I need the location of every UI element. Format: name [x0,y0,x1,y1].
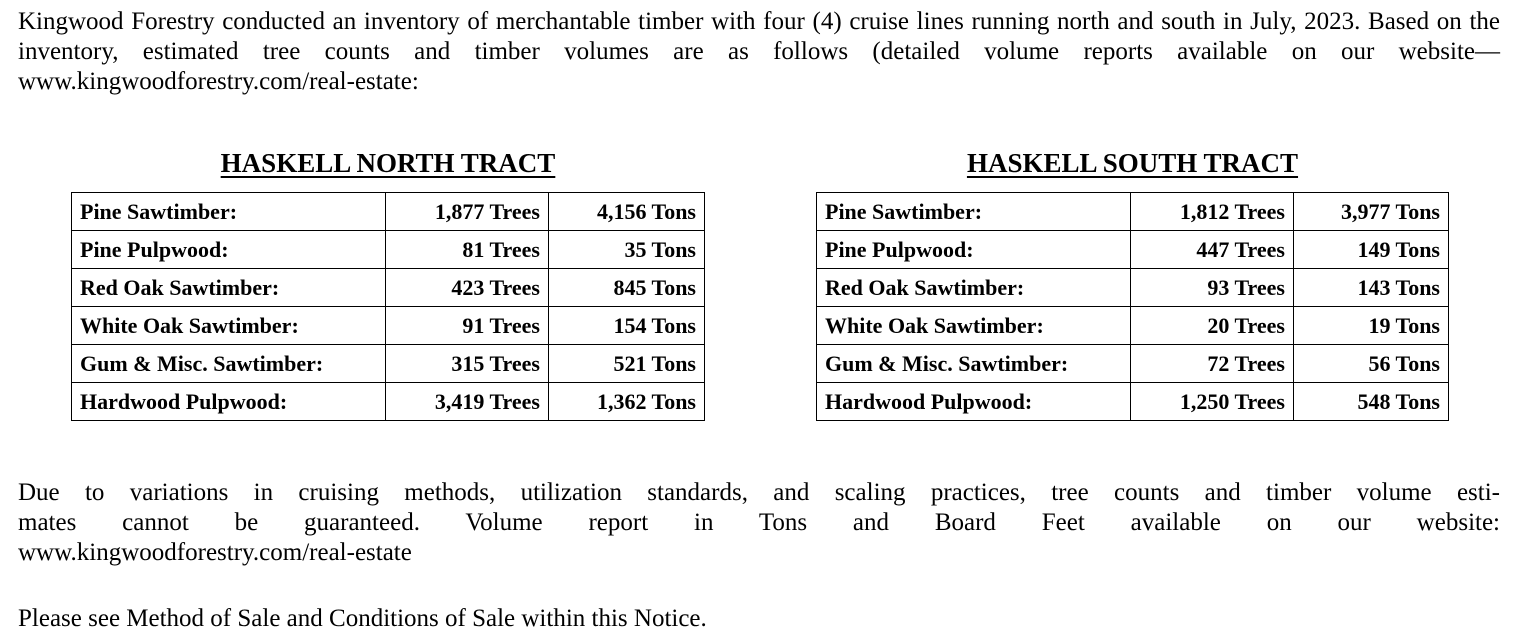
species-label: Hardwood Pulpwood: [817,383,1131,421]
table-row [817,345,1449,383]
tonnage: 521 Tons [549,345,705,383]
tonnage: 845 Tons [549,269,705,307]
species-label: Gum & Misc. Sawtimber: [817,345,1131,383]
tree-count: 3,419 Trees [386,383,549,421]
tree-count: 20 Trees [1131,307,1294,345]
species-label: Pine Pulpwood: [72,231,386,269]
species-label: Pine Sawtimber: [72,193,386,231]
tonnage: 149 Tons [1294,231,1449,269]
disclaimer-line: Due to variations in cruising methods, utilization standards, and scaling practices, tree counts and timber volume esti- [18,479,1500,506]
species-label: White Oak Sawtimber: [817,307,1131,345]
tonnage: 143 Tons [1294,269,1449,307]
tree-count: 1,250 Trees [1131,383,1294,421]
species-label: Pine Pulpwood: [817,231,1131,269]
tree-count: 72 Trees [1131,345,1294,383]
intro-paragraph: Kingwood Forestry conducted an inventory of merchantable timber with four (4) cruise lines running north and south in July, 2023. Based on the inventory, estimated tree counts and timber volumes are as follows (detailed volume reports available on our website—www.kingwoodforestry.com/real-estate: [18,8,1500,95]
tonnage: 154 Tons [549,307,705,345]
tonnage: 56 Tons [1294,345,1449,383]
tonnage: 1,362 Tons [549,383,705,421]
tree-count: 1,812 Trees [1131,193,1294,231]
table-row [817,231,1449,269]
species-label: Red Oak Sawtimber: [72,269,386,307]
tree-count: 423 Trees [386,269,549,307]
tract-south [816,148,1449,421]
tree-count: 447 Trees [1131,231,1294,269]
species-label: Hardwood Pulpwood: [72,383,386,421]
tree-count: 93 Trees [1131,269,1294,307]
timber-table [71,192,705,421]
tree-count: 315 Trees [386,345,549,383]
tonnage: 4,156 Tons [549,193,705,231]
tonnage: 19 Tons [1294,307,1449,345]
table-row [72,193,705,231]
tract-north [71,148,705,421]
table-row [72,269,705,307]
table-row [817,383,1449,421]
table-row [72,345,705,383]
table-row [72,307,705,345]
species-label: Red Oak Sawtimber: [817,269,1131,307]
footer-note: Please see Method of Sale and Conditions of Sale within this Notice. [18,605,707,632]
timber-table [816,192,1449,421]
species-label: Gum & Misc. Sawtimber: [72,345,386,383]
tonnage: 3,977 Tons [1294,193,1449,231]
table-row [817,307,1449,345]
tonnage: 35 Tons [549,231,705,269]
tract-title: HASKELL NORTH TRACT [220,148,556,178]
table-row [72,383,705,421]
species-label: White Oak Sawtimber: [72,307,386,345]
tree-count: 91 Trees [386,307,549,345]
species-label: Pine Sawtimber: [817,193,1131,231]
table-row [817,269,1449,307]
tract-title: HASKELL SOUTH TRACT [966,148,1299,178]
tonnage: 548 Tons [1294,383,1449,421]
tree-count: 1,877 Trees [386,193,549,231]
website-link-text: www.kingwoodforestry.com/real-estate [18,539,412,566]
table-row [72,231,705,269]
disclaimer-paragraph [18,478,1500,568]
table-row [817,193,1449,231]
tree-count: 81 Trees [386,231,549,269]
disclaimer-line: mates cannot be guaranteed. Volume report in Tons and Board Feet available on our website: [18,509,1500,536]
